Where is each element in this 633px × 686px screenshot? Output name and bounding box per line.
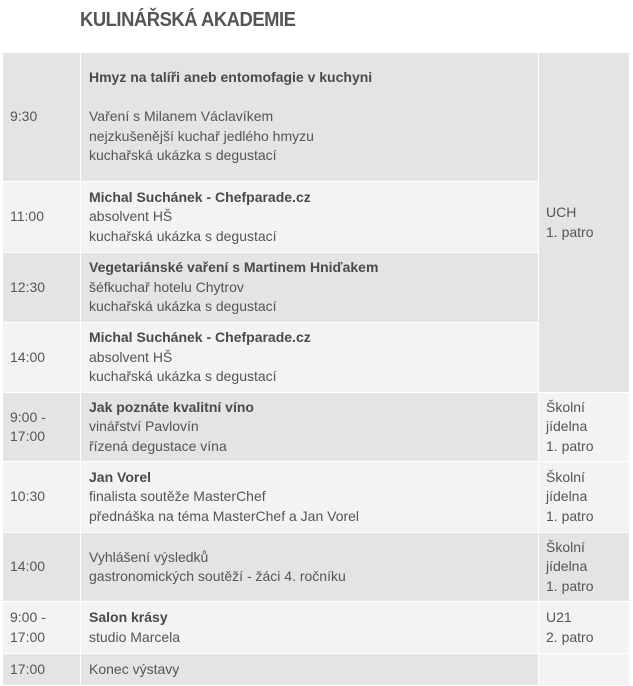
place-cell	[539, 602, 630, 654]
schedule-table	[2, 52, 630, 686]
place-text: 1. patro	[546, 507, 594, 524]
place-text: jídelna	[546, 488, 588, 505]
time-text: 14:00	[10, 348, 46, 365]
event-detail: vinářství Pavlovín	[89, 418, 199, 435]
time-text: 9:30	[10, 108, 38, 125]
event-detail: přednáška na téma MasterChef a Jan Vorel	[89, 507, 360, 524]
place-text: U21	[546, 609, 572, 625]
place-text: 2. patro	[546, 628, 594, 645]
time-cell	[3, 533, 81, 602]
event-title: Salon krásy	[89, 609, 168, 625]
time-text: 11:00	[10, 208, 44, 225]
description-cell	[81, 602, 539, 654]
event-title: Michal Suchánek - Chefparade.cz	[89, 329, 311, 346]
page-title: KULINÁŘSKÁ AKADEMIE	[80, 9, 296, 31]
event-title: Hmyz na talíři aneb entomofagie v kuchyni	[89, 69, 373, 86]
table-row	[3, 654, 630, 686]
event-detail: Vyhlášení výsledků	[89, 548, 209, 565]
description-cell	[81, 533, 539, 602]
place-text: UCH	[546, 204, 577, 220]
time-text: 9:00 -	[10, 609, 46, 625]
event-detail: absolvent HŠ	[89, 348, 173, 365]
time-cell	[3, 602, 81, 654]
time-cell	[3, 53, 81, 182]
time-text: 10:30	[10, 488, 46, 505]
event-detail: studio Marcela	[89, 628, 181, 645]
table-row	[3, 253, 630, 323]
event-detail: kuchařská ukázka s degustací	[89, 368, 277, 385]
spacer	[89, 88, 538, 108]
place-text: jídelna	[546, 418, 588, 435]
table-row	[3, 53, 630, 182]
event-detail: nejzkušenější kuchař jedlého hmyzu	[89, 127, 314, 144]
time-cell	[3, 182, 81, 253]
place-text: 1. patro	[546, 437, 594, 454]
event-detail: kuchařská ukázka s degustací	[89, 298, 277, 315]
description-cell	[81, 182, 539, 253]
description-cell	[81, 323, 539, 393]
time-text: 17:00	[10, 660, 46, 677]
place-text: Školní	[546, 538, 585, 555]
time-text: 17:00	[10, 628, 46, 645]
place-cell	[539, 533, 630, 602]
place-cell	[539, 654, 630, 686]
table-row	[3, 533, 630, 602]
event-detail: Vaření s Milanem Václavíkem	[89, 108, 274, 125]
time-cell	[3, 323, 81, 393]
event-detail: řízená degustace vína	[89, 437, 227, 454]
event-detail: kuchařská ukázka s degustací	[89, 147, 277, 164]
place-text: Školní	[546, 468, 585, 485]
event-detail: šéfkuchař hotelu Chytrov	[89, 278, 244, 295]
table-row	[3, 462, 630, 533]
description-cell	[81, 393, 539, 462]
time-text: 17:00	[10, 428, 46, 444]
place-text: 1. patro	[546, 577, 594, 594]
event-title: Jak poznáte kvalitní víno	[89, 398, 254, 415]
place-cell	[539, 53, 630, 393]
event-detail: Konec výstavy	[89, 660, 180, 677]
time-text: 14:00	[10, 558, 46, 575]
description-cell	[81, 53, 539, 182]
table-row	[3, 393, 630, 462]
event-title: Michal Suchánek - Chefparade.cz	[89, 188, 311, 205]
time-text: 9:00 -	[10, 408, 46, 425]
time-cell	[3, 654, 81, 686]
event-title: Vegetariánské vaření s Martinem Hniďakem	[89, 259, 379, 276]
table-row	[3, 323, 630, 393]
table-row	[3, 182, 630, 253]
event-detail: finalista soutěže MasterChef	[89, 488, 266, 505]
time-cell	[3, 462, 81, 533]
place-text: 1. patro	[546, 223, 594, 240]
description-cell	[81, 654, 539, 686]
event-detail: absolvent HŠ	[89, 208, 173, 225]
place-cell	[539, 462, 630, 533]
time-cell	[3, 393, 81, 462]
event-title: Jan Vorel	[89, 468, 151, 485]
time-text: 12:30	[10, 278, 46, 295]
description-cell	[81, 253, 539, 323]
place-cell	[539, 393, 630, 462]
place-text: jídelna	[546, 558, 588, 575]
event-detail: kuchařská ukázka s degustací	[89, 227, 277, 244]
time-cell	[3, 253, 81, 323]
place-text: Školní	[546, 398, 585, 415]
description-cell	[81, 462, 539, 533]
table-row	[3, 602, 630, 654]
event-detail: gastronomických soutěží - žáci 4. ročníku	[89, 568, 346, 584]
